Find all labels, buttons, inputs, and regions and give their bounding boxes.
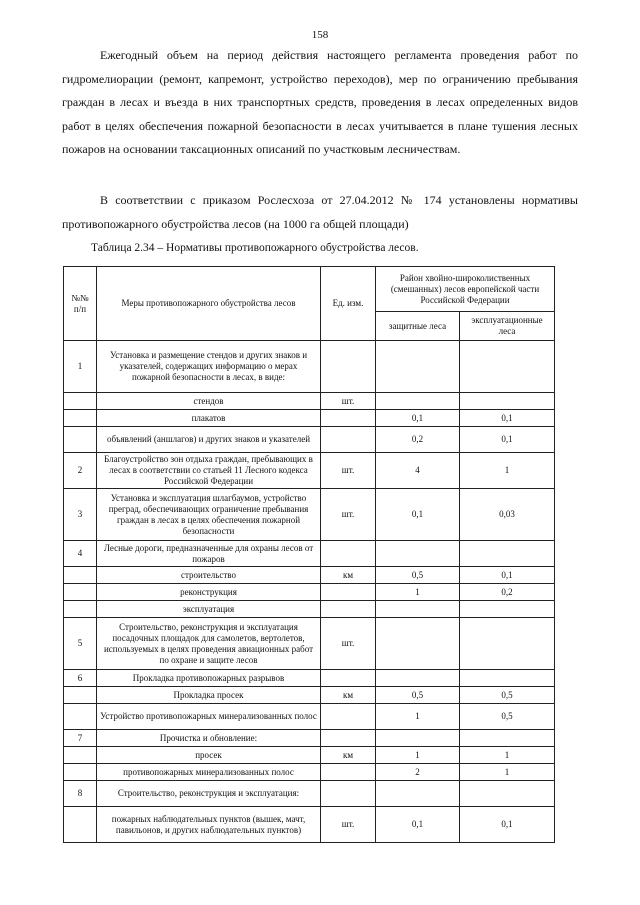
row-unit	[321, 781, 376, 807]
fire-protection-norms-table	[63, 266, 555, 843]
header-measure: Меры противопожарного обустройства лесов	[97, 267, 321, 341]
header-unit: Ед. изм.	[321, 267, 376, 341]
row-protective-value: 1	[376, 704, 460, 730]
row-protective-value	[376, 781, 460, 807]
table-row	[64, 704, 555, 730]
table-row	[64, 341, 555, 393]
row-measure: Прочистка и обновление:	[97, 730, 321, 747]
table-row	[64, 453, 555, 489]
row-unit	[321, 541, 376, 567]
row-exploitation-value: 0,1	[460, 567, 555, 584]
table-row	[64, 489, 555, 541]
row-number	[64, 393, 97, 410]
row-unit: км	[321, 687, 376, 704]
row-number	[64, 567, 97, 584]
table-row	[64, 601, 555, 618]
row-unit	[321, 730, 376, 747]
row-unit	[321, 670, 376, 687]
row-exploitation-value: 0,1	[460, 410, 555, 427]
table-caption: Таблица 2.34 – Нормативы противопожарного обустройства лесов.	[91, 242, 419, 254]
row-protective-value: 4	[376, 453, 460, 489]
row-number: 2	[64, 453, 97, 489]
table-row	[64, 747, 555, 764]
table-row	[64, 764, 555, 781]
row-number	[64, 410, 97, 427]
row-protective-value: 0,2	[376, 427, 460, 453]
row-unit	[321, 704, 376, 730]
row-exploitation-value: 1	[460, 747, 555, 764]
table-body	[64, 341, 555, 843]
table-row	[64, 781, 555, 807]
row-measure: противопожарных минерализованных полос	[97, 764, 321, 781]
row-number: 8	[64, 781, 97, 807]
row-measure: Строительство, реконструкция и эксплуатация посадочных площадок для самолетов, вертолетов, используемых в целях проведения авиационных работ по охране и защите лесов	[97, 618, 321, 670]
row-number	[64, 584, 97, 601]
row-exploitation-value: 0,03	[460, 489, 555, 541]
row-number: 3	[64, 489, 97, 541]
table-row	[64, 410, 555, 427]
row-unit	[321, 341, 376, 393]
row-protective-value: 1	[376, 584, 460, 601]
paragraph-rosleskhoz-order: В соответствии с приказом Рослесхоза от 27.04.2012 № 174 установлены нормативы противопожарного обустройства лесов (на 1000 га общей площади)	[62, 193, 578, 231]
row-measure: стендов	[97, 393, 321, 410]
row-number	[64, 601, 97, 618]
row-measure: объявлений (аншлагов) и других знаков и указателей	[97, 427, 321, 453]
header-region: Район хвойно-широколиственных (смешанных) лесов европейской части Российской Федерации	[376, 267, 555, 312]
table-row	[64, 541, 555, 567]
row-number	[64, 704, 97, 730]
table-row	[64, 618, 555, 670]
row-protective-value: 1	[376, 747, 460, 764]
row-protective-value	[376, 341, 460, 393]
header-number: №№ п/п	[64, 267, 97, 341]
row-number: 7	[64, 730, 97, 747]
table-row	[64, 670, 555, 687]
row-exploitation-value: 0,5	[460, 687, 555, 704]
row-protective-value: 0,5	[376, 687, 460, 704]
row-measure: строительство	[97, 567, 321, 584]
row-number	[64, 807, 97, 843]
row-exploitation-value: 0,1	[460, 807, 555, 843]
row-unit	[321, 601, 376, 618]
table-row	[64, 687, 555, 704]
paragraph-annual-volume: Ежегодный объем на период действия настоящего регламента проведения работ по гидромелиорации (ремонт, капремонт, устройство переходов), мер по ограничению пребывания граждан в лесах и въезда в них транспортных средств, проведения в лесах определенных видов работ в целях обеспечения пожарной безопасности в лесах учитывается в плане тушения лесных пожаров на основании таксационных описаний по участковым лесничествам.	[62, 48, 578, 156]
row-number	[64, 687, 97, 704]
table-row	[64, 427, 555, 453]
row-protective-value: 0,1	[376, 807, 460, 843]
row-measure: Устройство противопожарных минерализованных полос	[97, 704, 321, 730]
row-exploitation-value	[460, 341, 555, 393]
row-unit	[321, 584, 376, 601]
row-protective-value: 2	[376, 764, 460, 781]
row-number	[64, 764, 97, 781]
row-exploitation-value	[460, 730, 555, 747]
row-measure: плакатов	[97, 410, 321, 427]
row-unit: шт.	[321, 618, 376, 670]
row-unit: км	[321, 747, 376, 764]
row-unit: шт.	[321, 807, 376, 843]
row-number: 6	[64, 670, 97, 687]
table-row	[64, 584, 555, 601]
table-row	[64, 807, 555, 843]
row-exploitation-value	[460, 618, 555, 670]
row-measure: эксплуатация	[97, 601, 321, 618]
row-measure: Установка и размещение стендов и других знаков и указателей, содержащих информацию о мерах пожарной безопасности в лесах, в виде:	[97, 341, 321, 393]
row-exploitation-value: 1	[460, 764, 555, 781]
row-unit	[321, 427, 376, 453]
row-unit: шт.	[321, 489, 376, 541]
table-row	[64, 393, 555, 410]
table-row	[64, 567, 555, 584]
row-number: 4	[64, 541, 97, 567]
row-exploitation-value: 0,1	[460, 427, 555, 453]
row-measure: Лесные дороги, предназначенные для охраны лесов от пожаров	[97, 541, 321, 567]
row-unit	[321, 764, 376, 781]
row-protective-value	[376, 670, 460, 687]
row-unit: км	[321, 567, 376, 584]
row-exploitation-value	[460, 781, 555, 807]
row-exploitation-value: 0,2	[460, 584, 555, 601]
row-measure: реконструкция	[97, 584, 321, 601]
row-measure: Прокладка противопожарных разрывов	[97, 670, 321, 687]
row-protective-value	[376, 601, 460, 618]
row-measure: Прокладка просек	[97, 687, 321, 704]
row-protective-value: 0,1	[376, 410, 460, 427]
row-protective-value: 0,5	[376, 567, 460, 584]
row-exploitation-value	[460, 670, 555, 687]
row-exploitation-value	[460, 541, 555, 567]
row-exploitation-value	[460, 601, 555, 618]
row-measure: Строительство, реконструкция и эксплуатация:	[97, 781, 321, 807]
row-protective-value	[376, 541, 460, 567]
row-exploitation-value	[460, 393, 555, 410]
row-unit: шт.	[321, 393, 376, 410]
row-number	[64, 747, 97, 764]
header-exploitation-forests: эксплуатационные леса	[460, 312, 555, 341]
row-number	[64, 427, 97, 453]
row-measure: Благоустройство зон отдыха граждан, пребывающих в лесах в соответствии со статьей 11 Лесного кодекса Российской Федерации	[97, 453, 321, 489]
row-measure: просек	[97, 747, 321, 764]
row-number: 1	[64, 341, 97, 393]
row-protective-value	[376, 730, 460, 747]
row-protective-value	[376, 393, 460, 410]
row-unit	[321, 410, 376, 427]
table-row	[64, 730, 555, 747]
header-protective-forests: защитные леса	[376, 312, 460, 341]
row-protective-value: 0,1	[376, 489, 460, 541]
row-unit: шт.	[321, 453, 376, 489]
row-number: 5	[64, 618, 97, 670]
row-measure: Установка и эксплуатация шлагбаумов, устройство преград, обеспечивающих ограничение пребывания граждан в лесах в целях обеспечения пожарной безопасности	[97, 489, 321, 541]
page-number: 158	[311, 29, 329, 41]
row-protective-value	[376, 618, 460, 670]
row-measure: пожарных наблюдательных пунктов (вышек, мачт, павильонов, и других наблюдательных пунктов)	[97, 807, 321, 843]
row-exploitation-value: 1	[460, 453, 555, 489]
row-exploitation-value: 0,5	[460, 704, 555, 730]
